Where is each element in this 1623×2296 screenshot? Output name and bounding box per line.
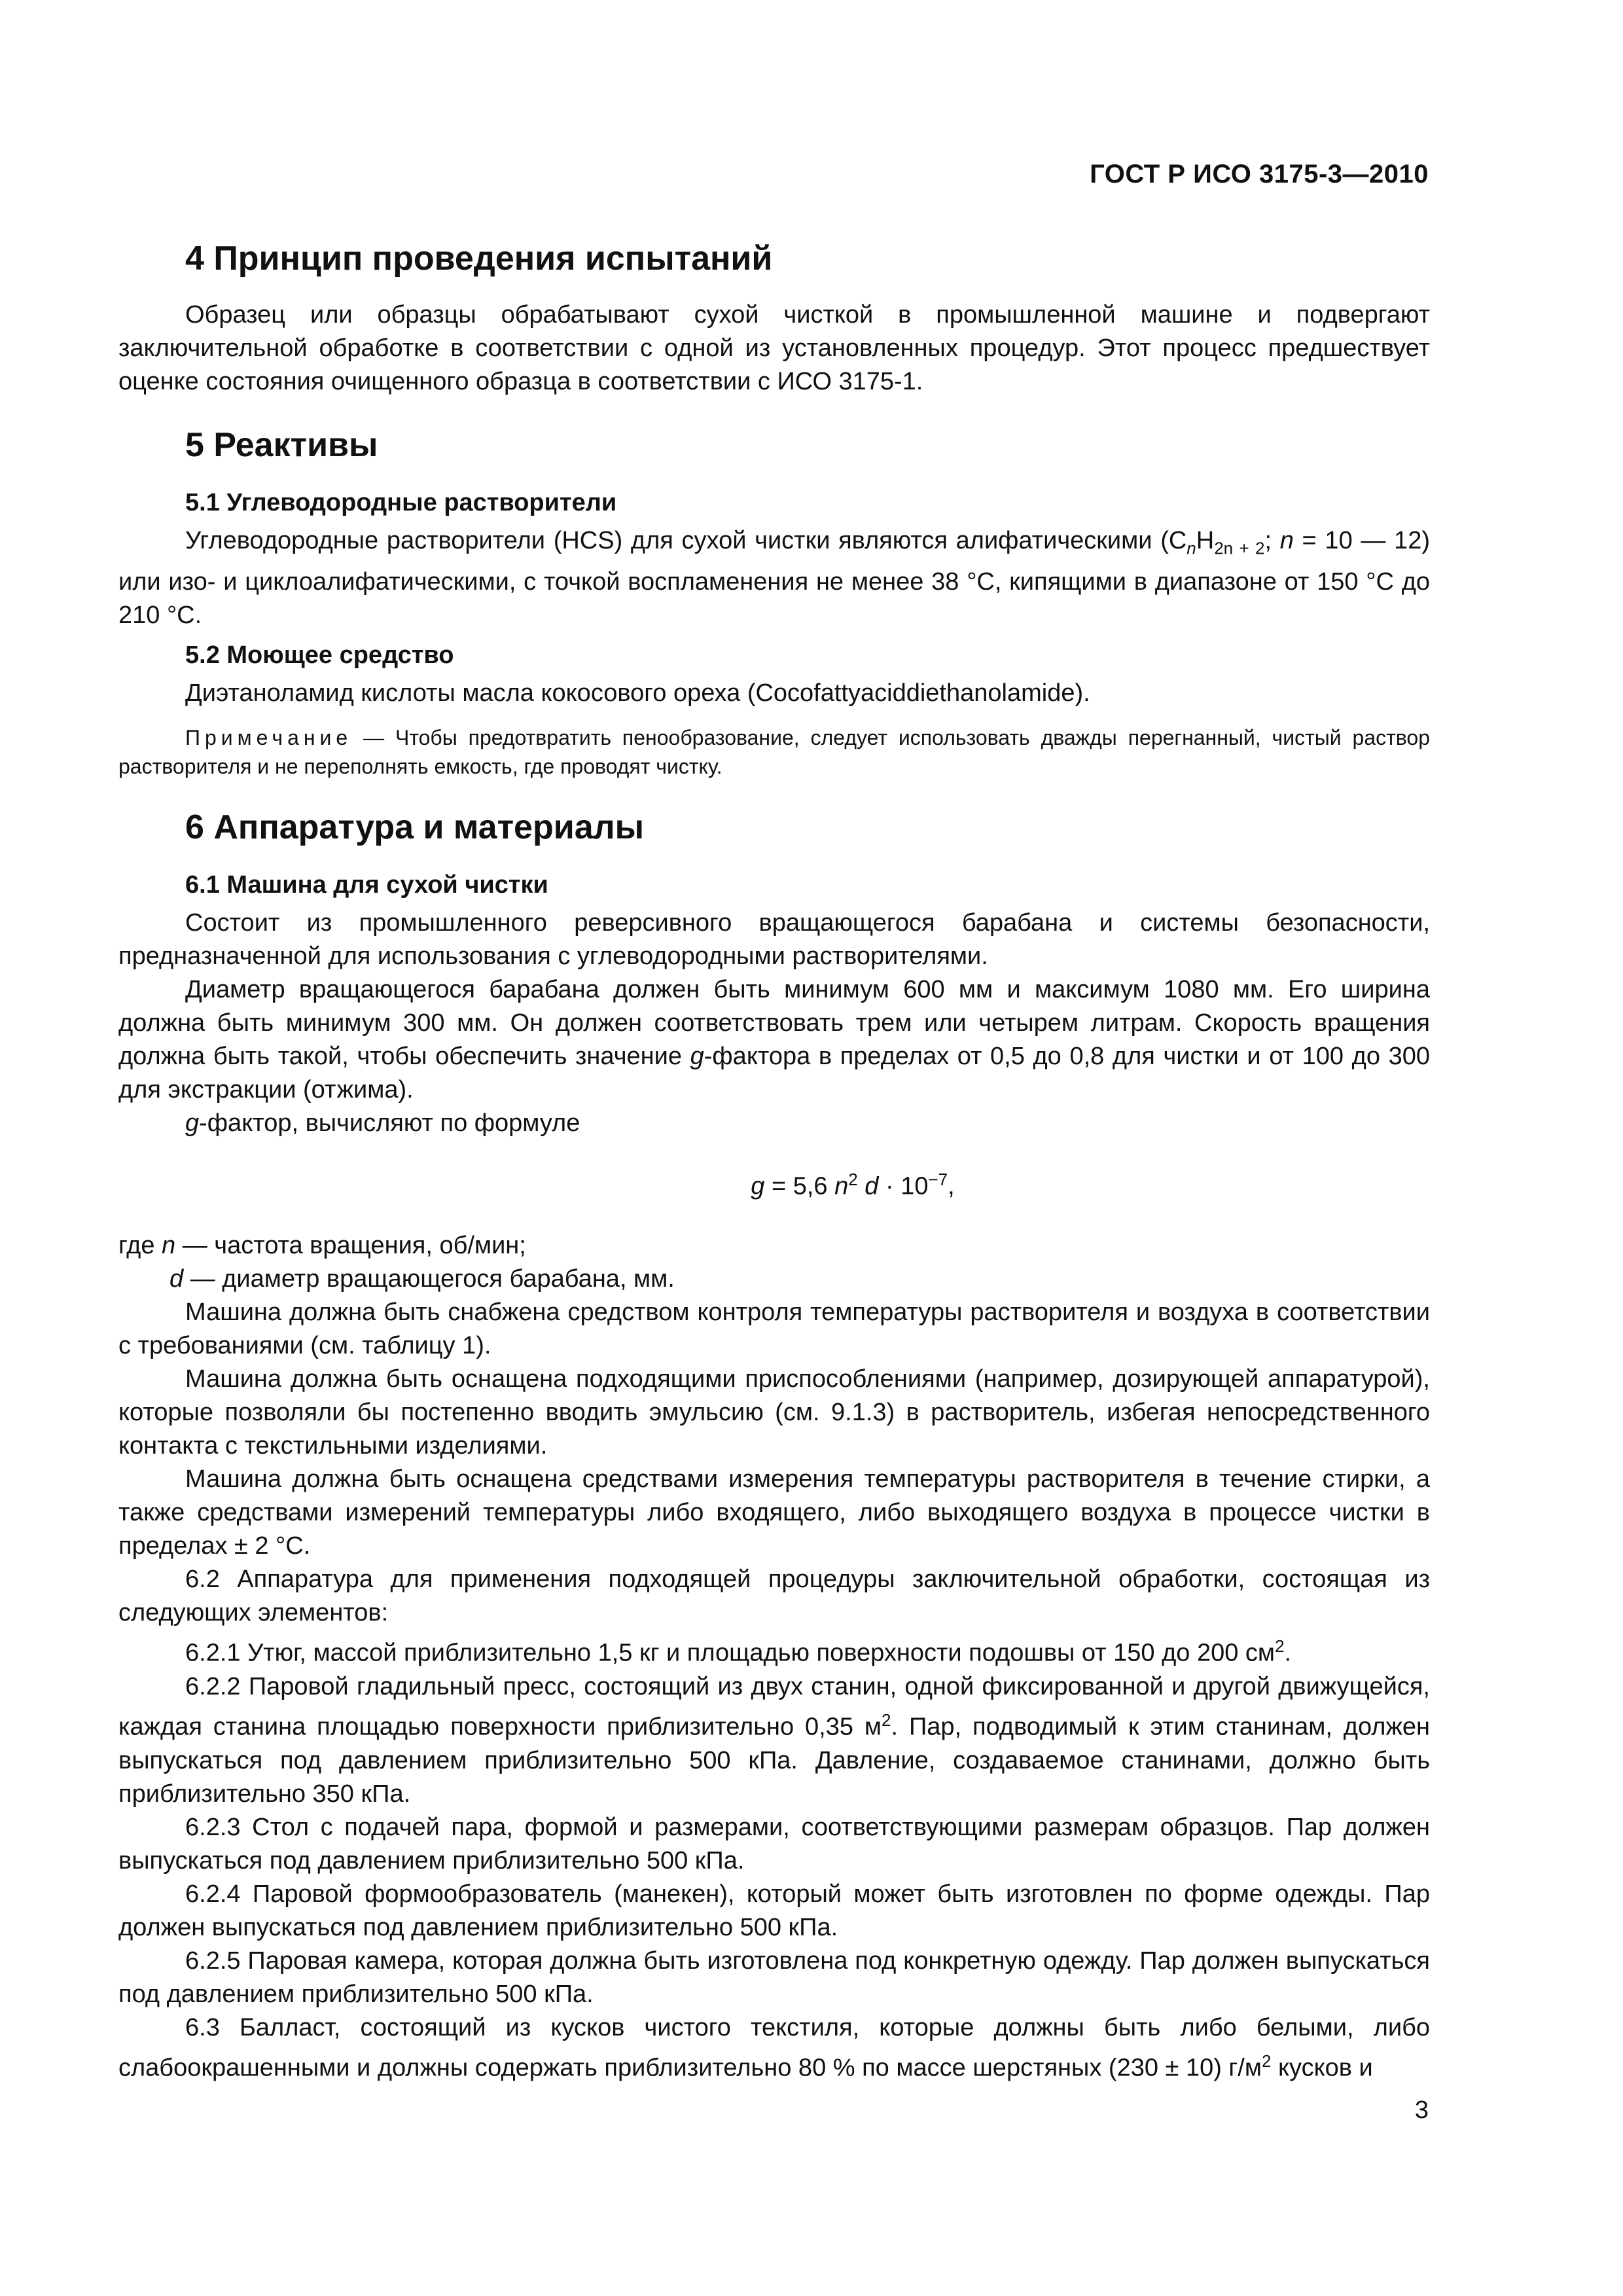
section-6-2-1-paragraph: 6.2.1 Утюг, массой приблизительно 1,5 кг и площадью поверхности подошвы от 150 до 200 $см^2$. <box>185 1636 1292 1667</box>
formula-where-d: d — диаметр вращающегося барабана, мм. <box>169 1265 675 1293</box>
note-paragraph: Примечание — Чтобы предотвратить пенообразование, следует использовать дважды перегнанный, чистый раствор растворителя и не переполнять емкость, где проводят чистку. <box>118 725 1430 778</box>
section-6-2-5-paragraph: 6.2.5 Паровая камера, которая должна быть изготовлена под конкретную одежду. Пар должен выпускаться под давлением приблизительно 500 кПа. <box>118 1946 1430 2008</box>
section-6-3-paragraph: 6.3 Балласт, состоящий из кусков чистого текстиля, которые должны быть либо белыми, либо слабоокрашенными и должны содержать приблизительно 80 % по массе шерстяных (230 ± 10) $г/м^2$ кусков и <box>118 2013 1430 2082</box>
formula-intro: g-фактор, вычисляют по формуле <box>185 1109 580 1137</box>
section-6-1-paragraph-4: Машина должна быть снабжена средством контроля температуры растворителя и воздуха в соответствии с требованиями (см. таблицу 1). <box>118 1299 1430 1360</box>
section-6-2-2-paragraph: 6.2.2 Паровой гладильный пресс, состоящий из двух станин, одной фиксированной и другой движущейся, каждая станина площадью поверхности приблизительно 0,35 $м^2$. Пар, подводимый к этим станинам, должен выпускаться под давлением приблизительно 500 кПа. Давление, создаваемое станинами, должно быть приблизительно 350 кПа. <box>118 1672 1430 1808</box>
section-5-heading: 5 Реактивы <box>185 426 378 464</box>
section-4-paragraph: Образец или образцы обрабатывают сухой чисткой в промышленной машине и подвергают заключительной обработке в соответствии с одной из установленных процедур. Этот процесс предшествует оценке состояния очищенного образца в соответствии с ИСО 3175-1. <box>118 301 1430 395</box>
section-5-2-paragraph: Диэтаноламид кислоты масла кокосового ореха (Cocofattyaciddiethanolamide). <box>185 679 1090 707</box>
page-content <box>118 236 1430 2085</box>
section-6-1-paragraph-5: Машина должна быть оснащена подходящими приспособлениями (например, дозирующей аппаратурой), которые позволяли бы постепенно вводить эмульсию (см. 9.1.3) в растворитель, избегая непосредственного контакта с текстильными изделиями. <box>118 1365 1430 1460</box>
section-6-2-paragraph: 6.2 Аппаратура для применения подходящей процедуры заключительной обработки, состоящая из следующих элементов: <box>118 1566 1430 1627</box>
section-6-1-paragraph-1: Состоит из промышленного реверсивного вращающегося барабана и системы безопасности, предназначенной для использования с углеводородными растворителями. <box>118 908 1430 970</box>
section-6-1-paragraph-2: Диаметр вращающегося барабана должен быть минимум 600 мм и максимум 1080 мм. Его ширина должна быть минимум 300 мм. Он должен соответствовать трем или четырем литрам. Скорость вращения должна быть такой, чтобы обеспечить значение g-фактора в пределах от 0,5 до 0,8 для чистки и от 100 до 300 для экстракции (отжима). <box>118 975 1430 1103</box>
g-factor-formula: g = 5,6 $n^2$ $d \cdot 10^{-7}$, <box>751 1169 955 1200</box>
page-number: 3 <box>1414 2096 1429 2124</box>
section-6-2-3-paragraph: 6.2.3 Стол с подачей пара, формой и размерами, соответствующими размерам образцов. Пар должен выпускаться под давлением приблизительно 500 кПа. <box>118 1813 1430 1874</box>
formula-where-n: где n — частота вращения, об/мин; <box>118 1232 526 1260</box>
section-4-heading: 4 Принцип проведения испытаний <box>185 240 773 278</box>
section-5-1-paragraph: Углеводородные растворители (HCS) для сухой чистки являются алифатическими ($C_nH_{2n + 2}$; n = 10 — 12) или изо- и циклоалифатическими, с точкой воспламенения не менее 38 °С, кипящими в диапазоне от 150 °С до 210 °С. <box>118 527 1430 629</box>
section-5-2-heading: 5.2 Моющее средство <box>185 641 454 669</box>
section-6-heading: 6 Аппаратура и материалы <box>185 808 645 846</box>
section-6-1-heading: 6.1 Машина для сухой чистки <box>185 870 548 899</box>
section-6-2-4-paragraph: 6.2.4 Паровой формообразователь (манекен), который может быть изготовлен по форме одежды. Пар должен выпускаться под давлением приблизительно 500 кПа. <box>118 1880 1430 1941</box>
note-label: Примечание <box>185 725 353 749</box>
document-code-header: ГОСТ Р ИСО 3175-3—2010 <box>1090 160 1429 188</box>
section-5-1-heading: 5.1 Углеводородные растворители <box>185 489 617 516</box>
section-6-1-paragraph-6: Машина должна быть оснащена средствами измерения температуры растворителя в течение стирки, а также средствами измерений температуры либо входящего, либо выходящего воздуха в процессе чистки в пределах ± 2 °С. <box>118 1465 1430 1560</box>
